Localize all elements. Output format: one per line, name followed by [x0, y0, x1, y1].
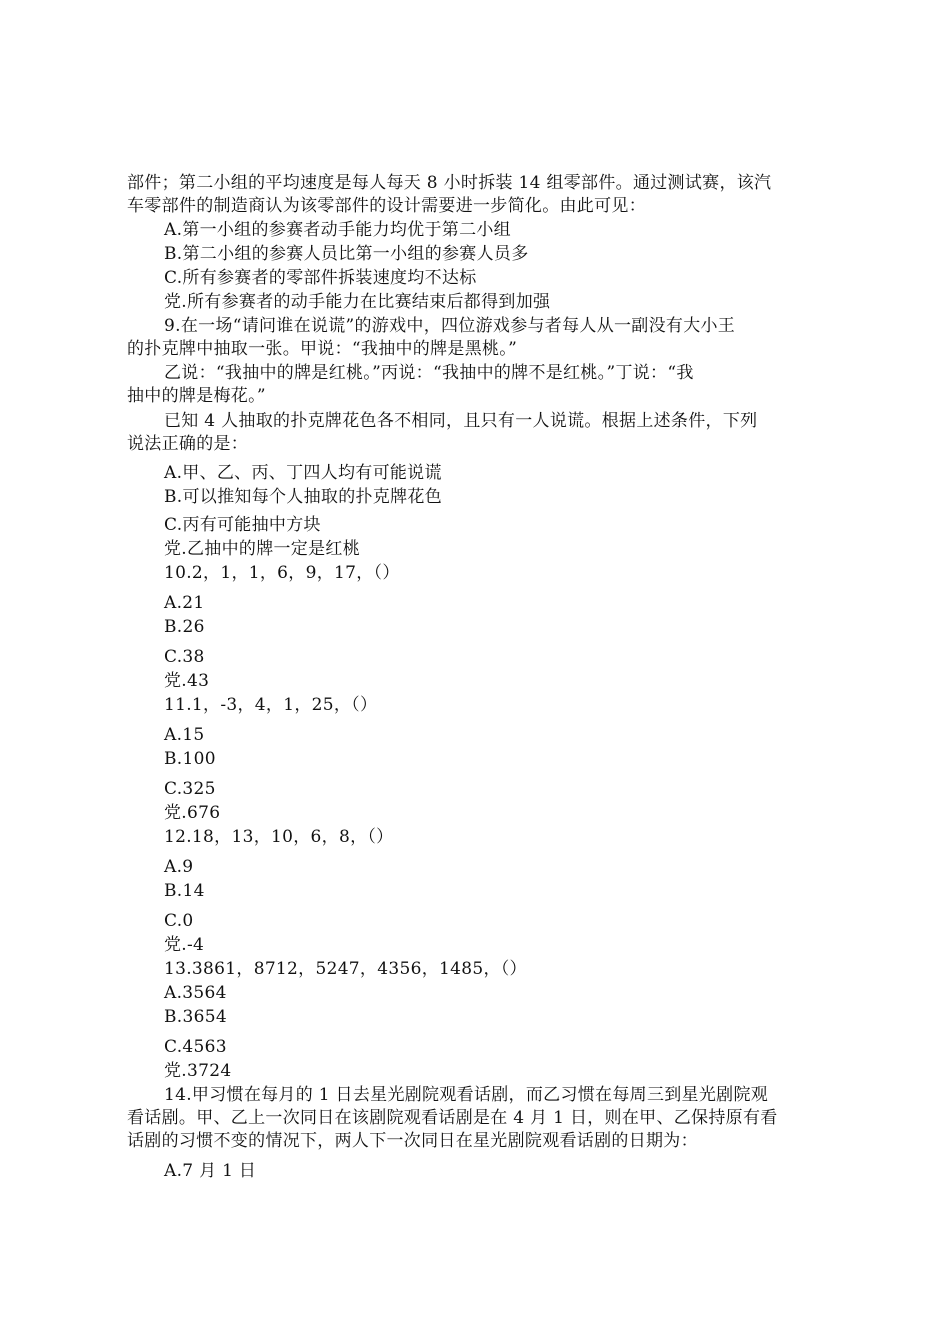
q8-option-b: B.第二小组的参赛人员比第一小组的参赛人员多	[164, 244, 529, 264]
intro-line-2: 车零部件的制造商认为该零部件的设计需要进一步简化。由此可见：	[127, 196, 646, 216]
q8-option-c: C.所有参赛者的零部件拆装速度均不达标	[164, 268, 477, 288]
q13-option-b: B.3654	[164, 1007, 227, 1027]
q9-stem-line-4: 抽中的牌是梅花。”	[127, 386, 266, 406]
q9-stem-line-2: 的扑克牌中抽取一张。甲说：“我抽中的牌是黑桃。”	[127, 339, 518, 359]
q10-option-a: A.21	[164, 593, 205, 613]
q13-option-a: A.3564	[164, 983, 227, 1003]
q9-stem-line-6: 说法正确的是：	[127, 434, 249, 454]
q11-option-a: A.15	[164, 725, 205, 745]
q14-stem-line-1: 14.甲习惯在每月的 1 日去星光剧院观看话剧，而乙习惯在每周三到星光剧院观	[164, 1085, 769, 1105]
q10-option-c: C.38	[164, 647, 205, 667]
q9-stem-line-5: 已知 4 人抽取的扑克牌花色各不相同，且只有一人说谎。根据上述条件，下列	[164, 411, 758, 431]
q9-option-c: C.丙有可能抽中方块	[164, 515, 321, 535]
intro-line-1: 部件；第二小组的平均速度是每人每天 8 小时拆装 14 组零部件。通过测试赛，该汽	[127, 173, 772, 193]
q10-option-b: B.26	[164, 617, 205, 637]
q10-stem: 10.2，1，1，6，9，17，（）	[164, 563, 400, 583]
q9-stem-line-1: 9.在一场“请问谁在说谎”的游戏中，四位游戏参与者每人从一副没有大小王	[164, 316, 736, 336]
q11-option-b: B.100	[164, 749, 216, 769]
q9-option-d: 党.乙抽中的牌一定是红桃	[164, 539, 361, 559]
q12-option-a: A.9	[164, 857, 194, 877]
q13-option-c: C.4563	[164, 1037, 227, 1057]
q13-option-d: 党.3724	[164, 1061, 232, 1081]
q9-stem-line-3: 乙说：“我抽中的牌是红桃。”丙说：“我抽中的牌不是红桃。”丁说：“我	[164, 363, 694, 383]
q8-option-a: A.第一小组的参赛者动手能力均优于第二小组	[164, 220, 511, 240]
q8-option-d: 党.所有参赛者的动手能力在比赛结束后都得到加强	[164, 292, 551, 312]
q9-option-a: A.甲、乙、丙、丁四人均有可能说谎	[164, 463, 442, 483]
q10-option-d: 党.43	[164, 671, 210, 691]
q12-option-d: 党.-4	[164, 935, 205, 955]
q14-option-a: A.7 月 1 日	[164, 1161, 257, 1181]
q12-option-b: B.14	[164, 881, 205, 901]
q11-option-d: 党.676	[164, 803, 221, 823]
q11-option-c: C.325	[164, 779, 216, 799]
q9-option-b: B.可以推知每个人抽取的扑克牌花色	[164, 487, 442, 507]
q12-option-c: C.0	[164, 911, 194, 931]
q12-stem: 12.18，13，10，6，8，（）	[164, 827, 394, 847]
q13-stem: 13.3861，8712，5247，4356，1485，（）	[164, 959, 527, 979]
q11-stem: 11.1，-3，4，1，25，（）	[164, 695, 378, 715]
q14-stem-line-2: 看话剧。甲、乙上一次同日在该剧院观看话剧是在 4 月 1 日，则在甲、乙保持原有看	[127, 1108, 778, 1128]
q14-stem-line-3: 话剧的习惯不变的情况下，两人下一次同日在星光剧院观看话剧的日期为：	[127, 1131, 698, 1151]
